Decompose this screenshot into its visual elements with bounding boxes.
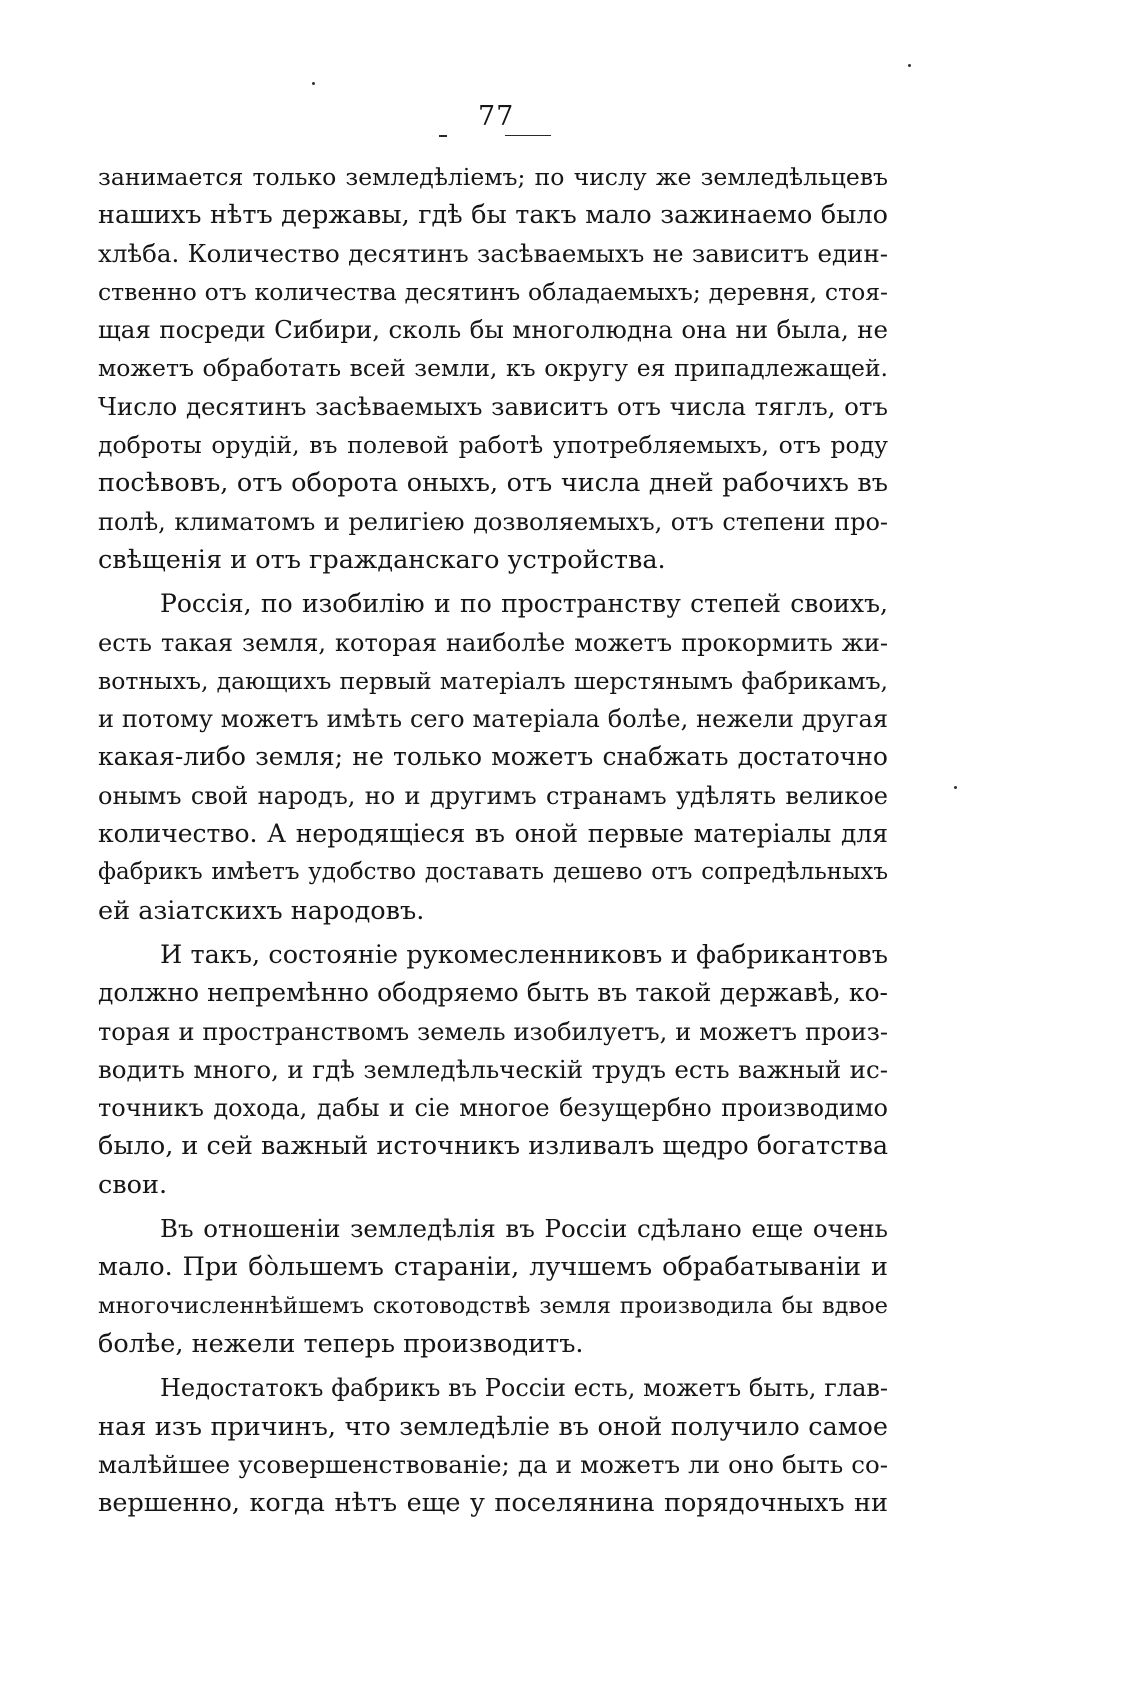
- text-line: Россія, по изобилію и по пространству степей своихъ,: [160, 589, 888, 619]
- paragraph: [98, 585, 888, 930]
- text-line: ственно отъ количества десятинъ обладаемыхъ; деревня, стоя-: [98, 277, 888, 306]
- body-text: [98, 158, 888, 1522]
- paragraph: [98, 1369, 888, 1522]
- text-line: водить много, и гдѣ земледѣльческій трудъ есть важный ис-: [98, 1054, 888, 1084]
- text-line: занимается только земледѣліемъ; по числу же земледѣльцевъ: [98, 163, 888, 191]
- text-line: фабрикъ имѣетъ удобство доставать дешево отъ сопредѣльныхъ: [98, 859, 888, 886]
- paragraph: [98, 158, 888, 579]
- text-line: И такъ, состояніе рукомесленниковъ и фабрикантовъ: [160, 939, 888, 970]
- page-number-underline: [505, 135, 551, 136]
- text-line: онымъ свой народъ, но и другимъ странамъ удѣлять великое: [98, 781, 888, 810]
- text-line: какая-либо земля; не только можетъ снабжать достаточно: [98, 742, 888, 772]
- text-line: ей азіатскихъ народовъ.: [98, 895, 425, 926]
- text-line: доброты орудій, въ полевой работѣ употребляемыхъ, отъ роду: [98, 431, 888, 460]
- text-line: мало. При бо̀льшемъ стараніи, лучшемъ обрабатываніи и: [98, 1252, 888, 1283]
- text-line: можетъ обработать всей земли, къ округу ея припадлежащей.: [98, 354, 888, 383]
- text-line: Недостатокъ фабрикъ въ Россіи есть, можетъ быть, глав-: [160, 1374, 888, 1403]
- text-line: точникъ дохода, дабы и сіе многое безущербно производимо: [98, 1094, 888, 1123]
- text-line: было, и сей важный источникъ изливалъ щедро богатства: [98, 1131, 889, 1162]
- text-line: полѣ, климатомъ и религіею дозволяемыхъ, отъ степени про-: [98, 507, 888, 536]
- text-line: вершенно, когда нѣтъ еще у поселянина порядочныхъ ни: [98, 1488, 888, 1519]
- page-number-left-dash: [439, 135, 447, 137]
- scan-speck: [312, 82, 315, 85]
- scan-speck: [908, 64, 911, 67]
- text-line: многочисленнѣйшемъ скотоводствѣ земля производила бы вдвое: [98, 1292, 888, 1319]
- text-line: хлѣба. Количество десятинъ засѣваемыхъ не зависитъ един-: [98, 238, 888, 268]
- text-line: ная изъ причинъ, что земледѣліе въ оной получило самое: [98, 1411, 888, 1442]
- scan-speck: [954, 786, 957, 789]
- text-line: свои.: [98, 1169, 168, 1200]
- text-line: нашихъ нѣтъ державы, гдѣ бы такъ мало зажинаемо было: [98, 200, 888, 231]
- text-line: Число десятинъ засѣваемыхъ зависитъ отъ числа тяглъ, отъ: [98, 391, 888, 421]
- text-line: щая посреди Сибири, сколь бы многолюдна она ни была, не: [98, 315, 888, 345]
- paragraph: [98, 936, 888, 1204]
- text-line: малѣйшее усовершенствованіе; да и можетъ ли оно быть со-: [98, 1449, 888, 1479]
- text-line: болѣе, нежели теперь производитъ.: [98, 1328, 584, 1359]
- text-line: свѣщенія и отъ гражданскаго устройства.: [98, 544, 666, 575]
- text-line: должно непремѣнно ободряемо быть въ такой державѣ, ко-: [98, 978, 888, 1008]
- paragraph: [98, 1210, 888, 1363]
- text-line: вотныхъ, дающихъ первый матеріалъ шерстянымъ фабрикамъ,: [98, 666, 888, 695]
- text-line: количество. А неродящіеся въ оной первые матеріалы для: [98, 819, 888, 849]
- text-line: посѣвовъ, отъ оборота оныхъ, отъ числа дней рабочихъ въ: [98, 468, 888, 499]
- text-line: Въ отношеніи земледѣлія въ Россіи сдѣлано еще очень: [160, 1214, 888, 1244]
- page-number: 77: [478, 101, 515, 132]
- text-line: и потому можетъ имѣть сего матеріала болѣе, нежели другая: [98, 705, 888, 734]
- text-line: торая и пространствомъ земель изобилуетъ, и можетъ произ-: [98, 1017, 888, 1046]
- text-line: есть такая земля, которая наиболѣе можетъ прокормить жи-: [98, 628, 888, 657]
